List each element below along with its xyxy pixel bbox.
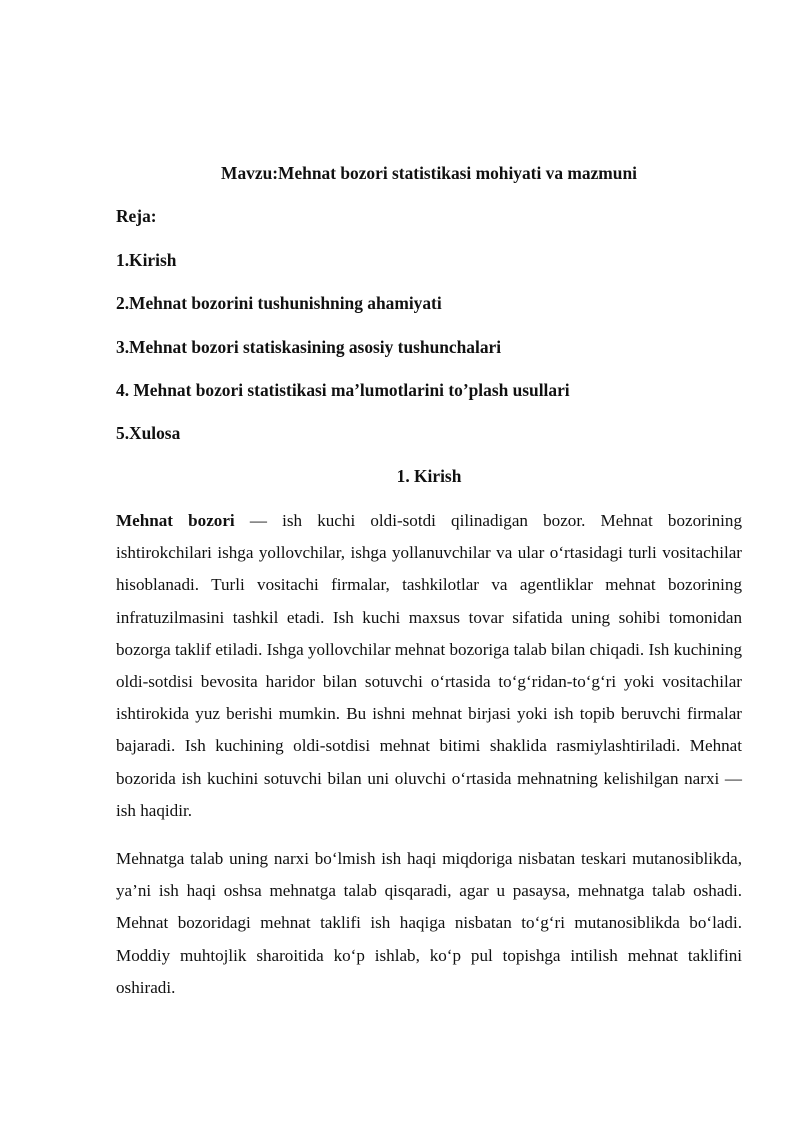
section-title: 1. Kirish: [396, 466, 462, 486]
plan-item-tushunchalari: 3.Mehnat bozori statiskasining asosiy tushunchalari: [116, 337, 502, 357]
plan-item-xulosa: 5.Xulosa: [116, 423, 181, 443]
plan-item-usullari: 4. Mehnat bozori statistikasi ma’lumotlarini to’plash usullari: [116, 380, 570, 400]
plan-label: Reja:: [116, 206, 157, 226]
paragraph-1-text: — ish kuchi oldi-sotdi qilinadigan bozor. Mehnat bozorining ishtirokchilari ishga yollovchilar, ishga yollanuvchilar va ular oʻrtasidagi turli vositachilar hisoblanadi. Turli vositachi firmalar, tashkilotlar va agentliklar mehnat bozorining infratuzilmasini tashkil etadi. Ish kuchi maxsus tovar sifatida uning sohibi tomonidan bozorga taklif etiladi. Ishga yollovchilar mehnat bozoriga talab bilan chiqadi. Ish kuchining oldi-sotdisi bevosita haridor bilan sotuvchi oʻrtasida toʻgʻridan-toʻgʻri yoki vositachilar ishtirokida yuz berishi mumkin. Bu ishni mehnat birjasi yoki ish topib beruvchi firmalar bajaradi. Ish kuchining oldi-sotdisi mehnat bitimi shaklida rasmiylashtiriladi. Mehnat bozorida ish kuchini sotuvchi bilan uni oluvchi oʻrtasida mehnatning kelishilgan narxi — ish haqidir.: [116, 511, 742, 820]
paragraph-term: Mehnat bozori: [116, 511, 235, 530]
document-title: Mavzu:Mehnat bozori statistikasi mohiyati va mazmuni: [221, 163, 637, 183]
plan-item-kirish: 1.Kirish: [116, 250, 177, 270]
body-paragraph-1: [116, 505, 742, 827]
body-paragraph-2: Mehnatga talab uning narxi boʻlmish ish haqi miqdoriga nisbatan teskari mutanosiblikda, ya’ni ish haqi oshsa mehnatga talab qisqaradi, agar u pasaysa, mehnatga talab oshadi. Mehnat bozoridagi mehnat taklifi ish haqiga nisbatan toʻgʻri mutanosiblikda boʻladi. Moddiy muhtojlik sharoitida koʻp ishlab, koʻp pul topishga intilish mehnat taklifini oshiradi.: [116, 849, 742, 997]
plan-item-ahamiyati: 2.Mehnat bozorini tushunishning ahamiyati: [116, 293, 442, 313]
